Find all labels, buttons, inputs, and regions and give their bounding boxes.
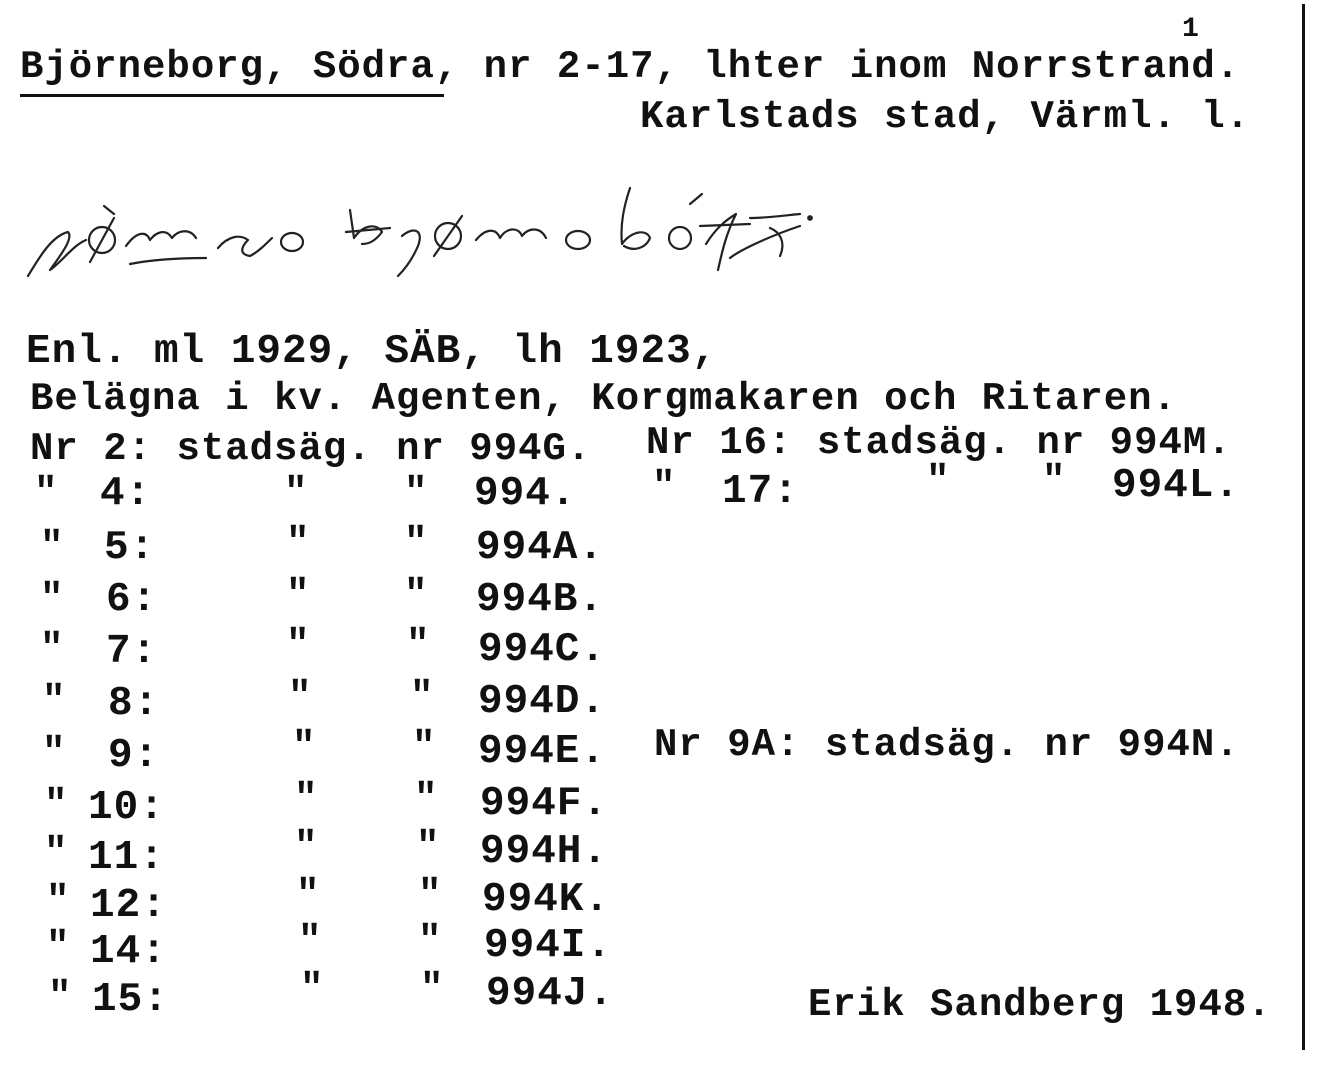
- ditto-mark: ": [46, 925, 71, 969]
- card-edge-line: [1302, 4, 1305, 1050]
- ditto-mark: ": [1042, 459, 1067, 503]
- ditto-mark: ": [42, 679, 67, 723]
- title-underline: [20, 94, 444, 97]
- ditto-mark: ": [48, 975, 73, 1019]
- ditto-mark: ": [926, 459, 951, 503]
- entry-number: 5:: [104, 525, 156, 571]
- ditto-mark: ": [416, 825, 441, 869]
- ditto-mark: ": [34, 471, 59, 515]
- ditto-mark: ": [288, 675, 313, 719]
- entry-value: 994G.: [469, 427, 592, 471]
- entry-value: 994.: [474, 471, 577, 517]
- ditto-mark: ": [418, 919, 443, 963]
- ditto-mark: ": [404, 521, 429, 565]
- ditto-mark: ": [404, 573, 429, 617]
- list-item: Nr 9A: stadsäg. nr 994N.: [654, 723, 1240, 767]
- ditto-mark: ": [406, 623, 431, 667]
- entry-number: 11:: [88, 835, 165, 881]
- entry-value: 994K.: [482, 877, 611, 923]
- ditto-mark: ": [404, 471, 429, 515]
- handwritten-name: [10, 166, 860, 296]
- entry-number: 7:: [106, 629, 158, 675]
- entry-number: 17:: [722, 469, 799, 515]
- entry-number: 15:: [92, 977, 169, 1023]
- ditto-mark: ": [300, 967, 325, 1011]
- entry-value: 994I.: [484, 923, 613, 969]
- entry-value: 994H.: [480, 829, 609, 875]
- entry-value: 994L.: [1112, 463, 1241, 509]
- sources-line: Enl. ml 1929, SÄB, lh 1923,: [26, 329, 718, 375]
- entry-value: 994A.: [476, 525, 605, 571]
- ditto-mark: ": [40, 525, 65, 569]
- entry-number: 8:: [108, 681, 160, 727]
- entry-number: 12:: [90, 883, 167, 929]
- ditto-mark: ": [652, 465, 677, 509]
- entry-number: 9:: [108, 733, 160, 779]
- ditto-mark: ": [286, 573, 311, 617]
- entry-value: 994C.: [478, 627, 607, 673]
- entry-number: 2:: [103, 427, 153, 471]
- ditto-mark: ": [286, 521, 311, 565]
- ditto-mark: ": [410, 675, 435, 719]
- entry-value: 994E.: [478, 729, 607, 775]
- entry-number: 10:: [88, 785, 165, 831]
- ditto-mark: ": [294, 777, 319, 821]
- entry-value: 994B.: [476, 577, 605, 623]
- header-title-rest: , nr 2-17, lhter inom Norrstrand.: [434, 45, 1241, 89]
- ditto-mark: ": [292, 725, 317, 769]
- ditto-mark: ": [296, 873, 321, 917]
- location-line: Belägna i kv. Agenten, Korgmakaren och Ritaren.: [30, 377, 1177, 421]
- ditto-mark: ": [46, 879, 71, 923]
- ditto-mark: ": [286, 623, 311, 667]
- entry-label: stadsäg. nr: [176, 427, 445, 471]
- entry-prefix: Nr: [30, 427, 79, 471]
- list-item: [30, 427, 592, 471]
- corner-mark: 1: [1182, 14, 1201, 45]
- ditto-mark: ": [294, 825, 319, 869]
- ditto-mark: ": [42, 731, 67, 775]
- ditto-mark: ": [284, 471, 309, 515]
- header-title: [20, 45, 1241, 89]
- ditto-mark: ": [420, 967, 445, 1011]
- ditto-mark: ": [418, 873, 443, 917]
- ditto-mark: ": [40, 577, 65, 621]
- entry-number: 14:: [90, 929, 167, 975]
- entry-value: 994J.: [486, 971, 615, 1017]
- ditto-mark: ": [412, 725, 437, 769]
- header-location: Karlstads stad, Värml. l.: [640, 95, 1251, 139]
- entry-number: 6:: [106, 577, 158, 623]
- entry-number: 4:: [100, 471, 152, 517]
- ditto-mark: ": [44, 783, 69, 827]
- signature: Erik Sandberg 1948.: [808, 983, 1272, 1027]
- ditto-mark: ": [40, 627, 65, 671]
- ditto-mark: ": [298, 919, 323, 963]
- ditto-mark: ": [414, 777, 439, 821]
- list-item: Nr 16: stadsäg. nr 994M.: [646, 421, 1232, 465]
- header-title-underlined: Björneborg, Södra: [20, 45, 435, 89]
- entry-value: 994F.: [480, 781, 609, 827]
- entry-value: 994D.: [478, 679, 607, 725]
- ditto-mark: ": [44, 831, 69, 875]
